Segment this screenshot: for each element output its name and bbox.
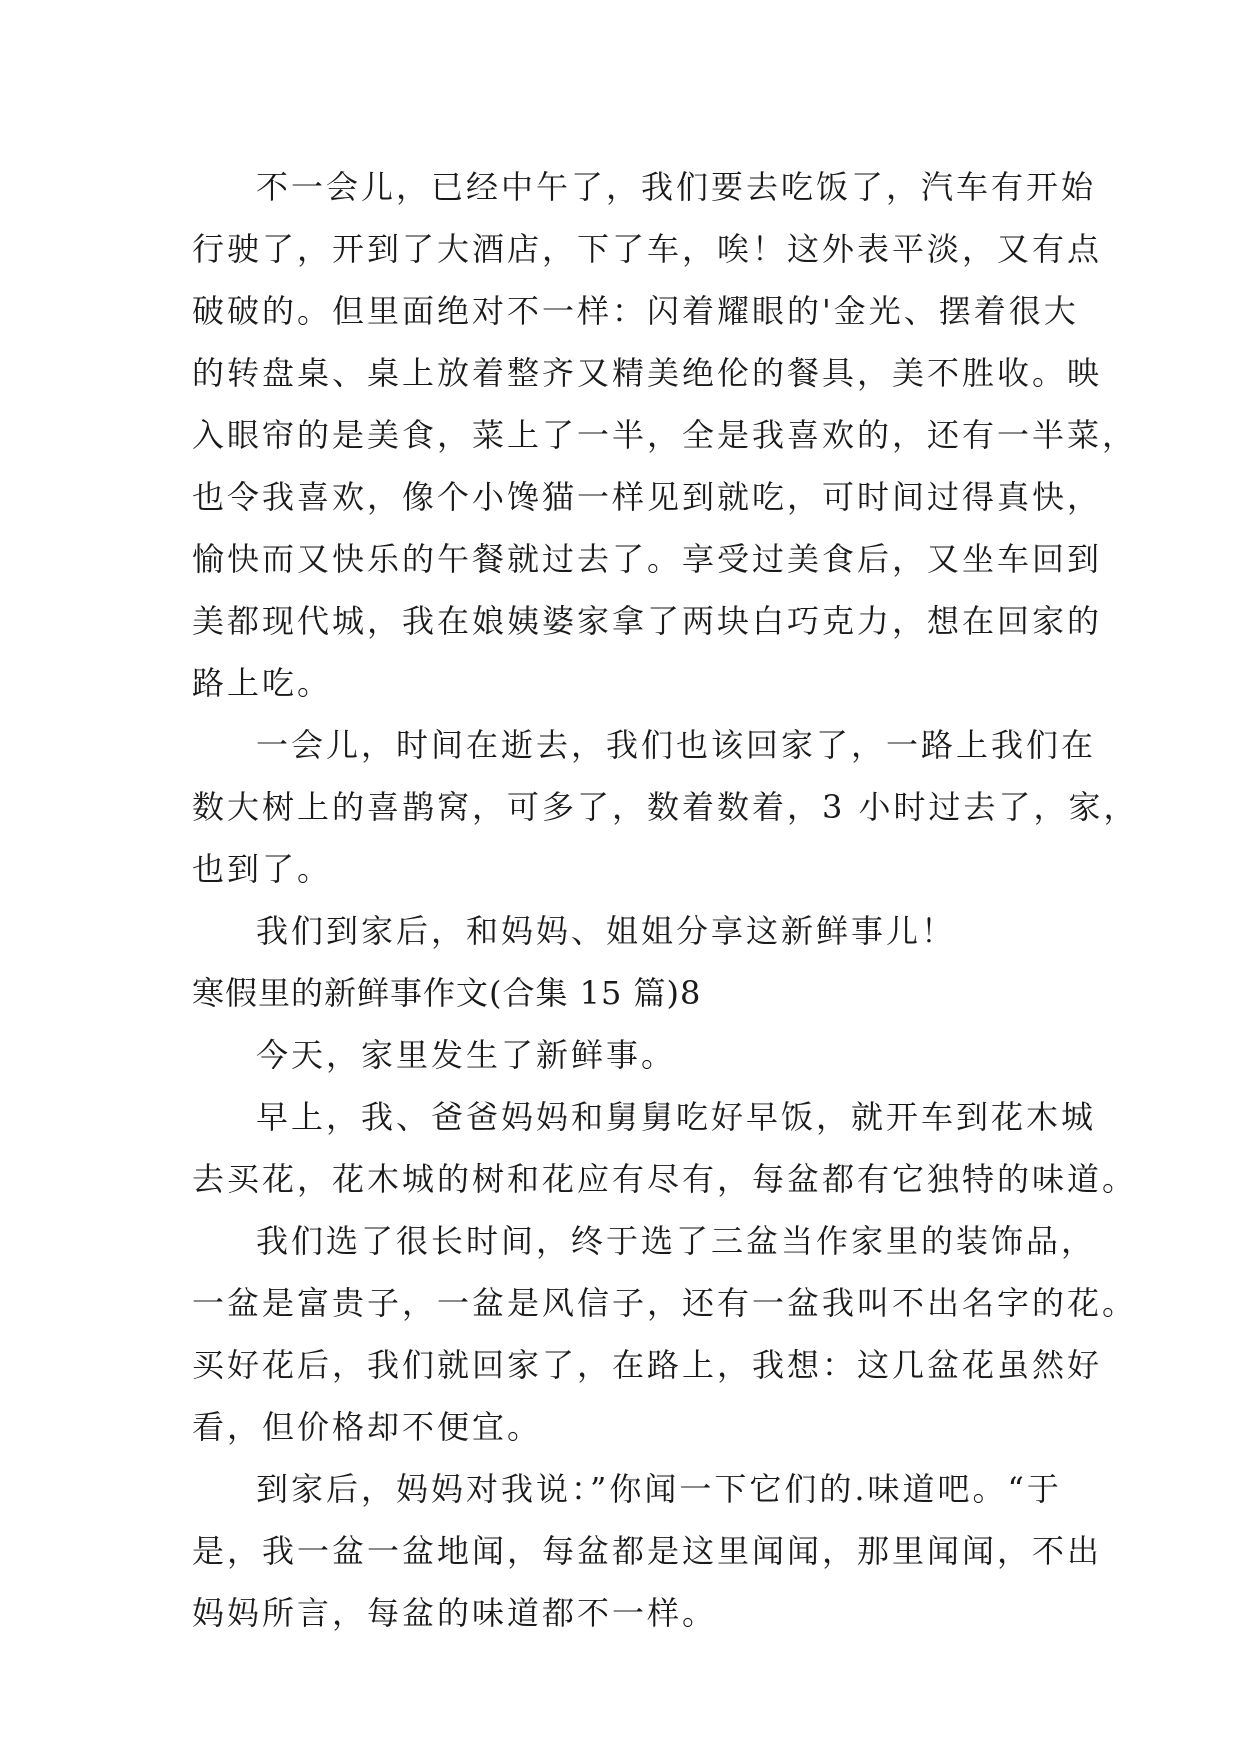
paragraph-line: 看，但价格却不便宜。 — [192, 1408, 543, 1446]
paragraph — [192, 1210, 1138, 1458]
paragraph-line: 愉快而又快乐的午餐就过去了。享受过美食后，又坐车回到 — [192, 540, 1103, 578]
paragraph-line: 买好花后，我们就回家了，在路上，我想：这几盆花虽然好 — [192, 1346, 1103, 1384]
paragraph-line: 我们选了很长时间，终于选了三盆当作家里的装饰品， — [256, 1222, 1097, 1260]
paragraph-line: 是，我一盆一盆地闻，每盆都是这里闻闻，那里闻闻，不出 — [192, 1532, 1103, 1570]
paragraph-line: 早上，我、爸爸妈妈和舅舅吃好早饭，就开车到花木城 — [256, 1098, 1097, 1136]
paragraph-line: 今天，家里发生了新鲜事。 — [256, 1036, 677, 1074]
paragraph-line: 破破的。但里面绝对不一样：闪着耀眼的'金光、摆着很大 — [192, 292, 1079, 330]
paragraph — [192, 1086, 1138, 1210]
paragraph — [192, 714, 1139, 900]
paragraph-line: 美都现代城，我在娘姨婆家拿了两块白巧克力，想在回家的 — [192, 602, 1103, 640]
paragraph-line: 不一会儿，已经中午了，我们要去吃饭了，汽车有开始 — [256, 168, 1097, 206]
paragraph-line: 去买花，花木城的树和花应有尽有，每盆都有它独特的味道。 — [192, 1160, 1138, 1198]
paragraph — [192, 1024, 1072, 1086]
paragraph — [192, 1458, 1103, 1644]
paragraph-line: 我们到家后，和妈妈、姐姐分享这新鲜事儿！ — [256, 912, 957, 950]
paragraph-line: 到家后，妈妈对我说：”你闻一下它们的.味道吧。“于 — [256, 1470, 1062, 1508]
paragraph-line: 入眼帘的是美食，菜上了一半，全是我喜欢的，还有一半菜， — [192, 416, 1138, 454]
section-heading — [192, 962, 1072, 1024]
paragraph-line: 路上吃。 — [192, 664, 333, 702]
paragraph-line: 一会儿，时间在逝去，我们也该回家了，一路上我们在 — [256, 726, 1097, 764]
paragraph-line: 行驶了，开到了大酒店，下了车，唉！这外表平淡，又有点 — [192, 230, 1103, 268]
paragraph-line: 妈妈所言，每盆的味道都不一样。 — [192, 1594, 718, 1632]
heading-text: 寒假里的新鲜事作文(合集 15 篇)8 — [192, 974, 702, 1012]
paragraph-line: 一盆是富贵子，一盆是风信子，还有一盆我叫不出名字的花。 — [192, 1284, 1138, 1322]
paragraph-line: 的转盘桌、桌上放着整齐又精美绝伦的餐具，美不胜收。映 — [192, 354, 1103, 392]
paragraph — [192, 900, 1072, 962]
document-body — [192, 156, 1139, 1644]
paragraph — [192, 156, 1138, 714]
paragraph-line: 也令我喜欢，像个小馋猫一样见到就吃，可时间过得真快， — [192, 478, 1103, 516]
paragraph-line: 也到了。 — [192, 850, 333, 888]
paragraph-line: 数大树上的喜鹊窝，可多了，数着数着，3 小时过去了，家， — [192, 788, 1139, 826]
